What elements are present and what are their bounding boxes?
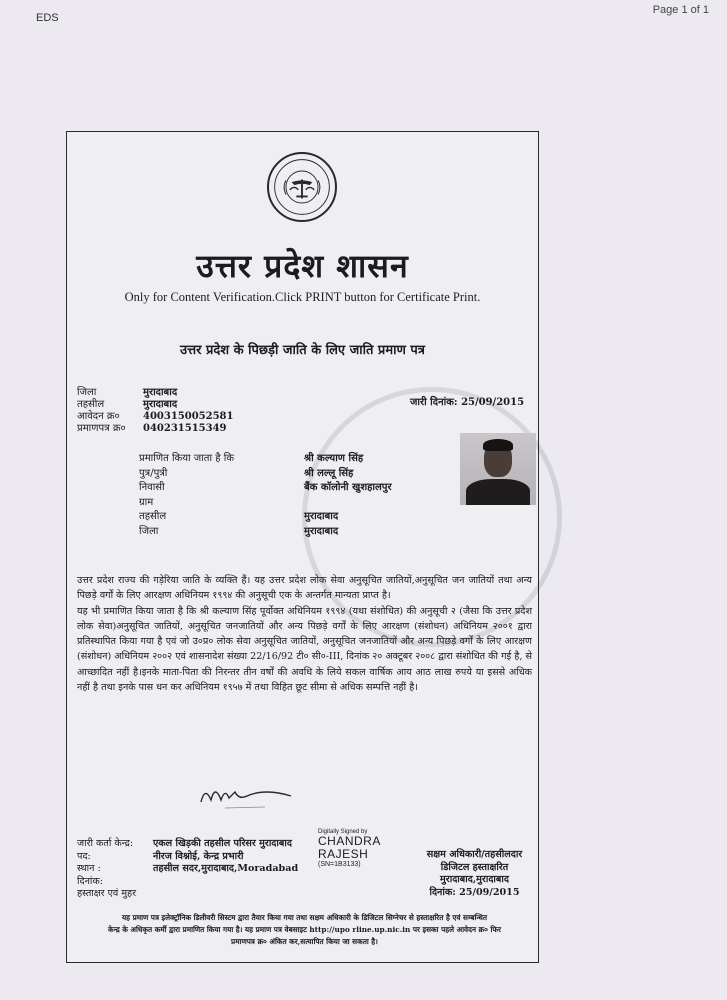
up-government-emblem-icon bbox=[267, 152, 337, 222]
verification-note: Only for Content Verification.Click PRINT button for Certificate Print. bbox=[124, 290, 481, 304]
footnote-line-1: यह प्रमाण पत्र इलेक्ट्रॉनिक डिलीवरी सिस्टम द्वारा तैयार किया गया तथा सक्षम अधिकारी के डिजिटल सिग्नेचर से हस्ताक्षरित है एवं सम्बन्धित bbox=[121, 913, 488, 922]
authority-block bbox=[412, 849, 537, 899]
digital-sign-serial: (SN=1B3133) bbox=[318, 861, 361, 868]
issuer-date-label: दिनांक: bbox=[77, 875, 103, 887]
applicant-name: श्री कल्याण सिंह bbox=[304, 453, 364, 464]
handwritten-signature bbox=[195, 774, 305, 814]
detail-tehsil-label: तहसील bbox=[139, 511, 167, 523]
application-label: आवेदन क्र० bbox=[77, 411, 120, 422]
body-paragraph-1: उत्तर प्रदेश राज्य की गड़ेरिया जाति के व्यक्ति हैं। यह उत्तर प्रदेश लोक सेवा अनुसूचित जातियों,अनुसूचित जन जातियों तथा अन्य पिछड़े वर्गों के लिए आरक्षण अधिनियम १९९४ की अनुसूची एक के अन्तर्गत मान्यता प्राप्त है। bbox=[77, 575, 532, 602]
district-value: मुरादाबाद bbox=[143, 387, 178, 398]
resident-label: निवासी bbox=[139, 482, 165, 494]
resident-value: बैंक कॉलोनी खुशहालपुर bbox=[304, 482, 392, 494]
footnote-line-2: केन्द्र के अधिकृत कर्मी द्वारा प्रमाणित किया गया है। यह प्रमाण पत्र वेबसाइट http://upo rline.up.nic.in पर इसका पहले आवेदन क्र० फिर bbox=[107, 925, 501, 934]
applicant-details bbox=[139, 452, 392, 540]
digital-sign-caption: Digitally Signed by bbox=[318, 829, 368, 835]
authority-place: मुरादाबाद,मुरादाबाद bbox=[440, 874, 509, 885]
scan-page-number: Page 1 of 1 bbox=[652, 4, 709, 16]
issuer-center: एकल खिड़की तहसील परिसर मुरादाबाद bbox=[153, 838, 292, 849]
certificate-number-label: प्रमाणपत्र क्र० bbox=[77, 423, 126, 434]
footnote-line-3: प्रमाणपत्र क्र० अंकित कर,सत्यापित किया जा सकता है। bbox=[231, 937, 378, 946]
issuer-sign-label: हस्ताक्षर एवं मुहर bbox=[77, 888, 137, 899]
certified-label: प्रमाणित किया जाता है कि bbox=[139, 453, 235, 464]
parent-label: पुत्र/पुत्री bbox=[139, 467, 168, 479]
authority-title: सक्षम अधिकारी/तहसीलदार bbox=[426, 849, 523, 860]
digital-signature bbox=[318, 829, 381, 868]
scan-header-left: EDS bbox=[36, 12, 59, 24]
issuer-block bbox=[77, 838, 298, 901]
certificate-number: 040231515349 bbox=[143, 423, 227, 434]
tehsil-label: तहसील bbox=[77, 399, 105, 410]
issuer-center-label: जारी कर्ता केन्द्र: bbox=[77, 838, 134, 849]
certificate-footnote bbox=[77, 912, 532, 948]
detail-tehsil-value: मुरादाबाद bbox=[304, 511, 339, 523]
authority-digital: डिजिटल हस्ताक्षरित bbox=[440, 861, 509, 873]
certificate-meta bbox=[77, 387, 233, 435]
digital-sign-name-1: CHANDRA bbox=[318, 834, 381, 848]
issue-date: जारी दिनांक: 25/09/2015 bbox=[410, 397, 525, 408]
certificate-title: उत्तर प्रदेश के पिछड़ी जाति के लिए जाति प्रमाण पत्र bbox=[180, 343, 425, 358]
issuer-place: तहसील सदर,मुरादाबाद,Moradabad bbox=[153, 863, 299, 874]
village-label: ग्राम bbox=[139, 496, 154, 508]
body-paragraph-2: यह भी प्रमाणित किया जाता है कि श्री कल्याण सिंह पूर्वोक्त अधिनियम १९९४ (यथा संशोधित) की अनुसूची २ (जैसा कि उत्तर प्रदेश लोक सेवा)अनुसूचित जातियों, अनुसूचित जनजातियों और अन्य पिछड़े वर्गों के लिए आरक्षण (संशोधन) अधिनियम २००१ द्वारा प्रतिस्थापित किया गया है एवं जो उ०प्र० लोक सेवा अनुसूचित जातियों, अनुसूचित जनजातियों और अन्य पिछड़े वर्गों के लिए आरक्षण (संशोधन) अधिनियम २००२ एवं शासनादेश संख्या 22/16/92 टी० सी०-III, दिनांक २० अक्टूबर २००८ द्वारा संशोधित की गई है, से आच्छादित नहीं है।इनके माता-पिता की निरन्तर तीन वर्षों की अवधि के लिये सकल वार्षिक आय आठ लाख रुपये या इससे अधिक नहीं है तथा इनके पास धन कर अधिनियम १९५७ में तथा विहित छूट सीमा से अधिक सम्पत्ति नहीं है। bbox=[77, 605, 532, 694]
certificate-body bbox=[77, 573, 532, 695]
applicant-photo bbox=[460, 433, 536, 505]
parent-name: श्री लल्लू सिंह bbox=[304, 467, 354, 479]
digital-sign-name-2: RAJESH bbox=[318, 847, 369, 861]
certificate-frame bbox=[66, 131, 539, 963]
tehsil-value: मुरादाबाद bbox=[143, 399, 178, 410]
application-number: 4003150052581 bbox=[143, 411, 234, 422]
authority-date: दिनांक: 25/09/2015 bbox=[429, 886, 520, 898]
district-label: जिला bbox=[77, 387, 97, 398]
issuer-place-label: स्थान : bbox=[77, 863, 101, 874]
issuer-post-label: पद: bbox=[77, 850, 91, 862]
government-title: उत्तर प्रदेश शासन bbox=[196, 247, 409, 285]
detail-district-value: मुरादाबाद bbox=[304, 525, 339, 537]
detail-district-label: जिला bbox=[139, 525, 159, 537]
issuer-post: नीरज विश्नोई, केन्द्र प्रभारी bbox=[153, 850, 244, 862]
